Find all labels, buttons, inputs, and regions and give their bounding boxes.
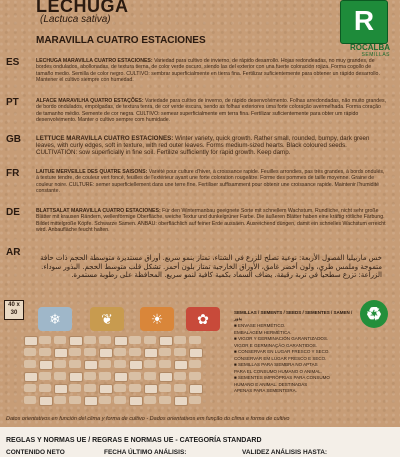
lang-text-gb: LETTUCE MARAVILLA CUATRO ESTACIONES: Winter variety, quick growth. Rather small, rounded, bumpy, dark green leaves, with curly edges, soft in texture, with red outer leaves. Forms medium-sized hearts. Black coloured seeds. CULTIVATION: sow superficially in fine soil. Fertilize sufficiently for rapid growth. Keep damp. — [36, 135, 370, 157]
seed-info-line: ■ CONSERVAR EN LUGAR FRESCO Y SECO. — [234, 349, 354, 355]
calendar-cell — [84, 384, 96, 392]
last-analysis-date: FECHA ÚLTIMO ANÁLISIS: — [104, 449, 187, 456]
calendar-cell — [159, 396, 171, 404]
calendar-cell — [24, 384, 36, 392]
lang-text-fr: LAITUE MERVEILLE DES QUATRE SAISONS: Variété pour culture d'hiver, à croissance rapide. Feuilles arrondies, pas très grandes, à bords ondulés, à texture tendre, de couleur vert foncé, feuilles de l'extérieur ayant une forte coloration rougeâtre. Forme des pommes de taille moyenne. Graine de couleur noire. CULTURE: semer superficiellement dans une terre fine. Fertiliser suffisamment pour obtenir une croissance rapide. Maintenir l'humidité constante. — [36, 169, 385, 194]
calendar-cell — [114, 360, 126, 368]
calendar-cell — [174, 360, 188, 370]
lang-code-pt: PT — [6, 97, 19, 108]
calendar-cell — [114, 348, 126, 356]
seed-info-line: ■ ENVASE HERMÉTICO. — [234, 323, 354, 329]
calendar-cell — [144, 396, 156, 404]
calendar-cell — [159, 372, 173, 382]
calendar-cell — [24, 396, 36, 404]
calendar-cell — [114, 372, 128, 382]
net-content: CONTENIDO NETO — [6, 449, 65, 456]
lang-code-ar: AR — [6, 247, 21, 258]
bottom-band — [0, 427, 400, 457]
lang-text-pt: ALFACE MARAVILHA QUATRO ESTAÇÕES: Variedade para cultivo de inverno, de rápido desenvolvimento. Folhas arredondadas, não muito grandes, de bordo ondulados, empolgadas, de textura tenra, de cor verde escura, sendo as folhas exteriores uma forte coloração avermelhada. Forma coração de tamanho médio. Semente de cor negra. CULTIVO: semear superficialmente em terra fina. Fertilizar suficientemente para obter um rápido desenvolvimento. Manter o cultivo sempre com humidade. — [36, 98, 387, 123]
calendar-cell — [129, 348, 141, 356]
calendar-cell — [174, 372, 186, 380]
calendar-cell — [114, 384, 126, 392]
seed-info-line: PARA EL CONSUMO HUMANO O ANIMAL. — [234, 368, 323, 374]
brand-logo-letter: R — [353, 5, 375, 36]
seed-info-line: EMBALAGEM HERMÉTICA. — [234, 329, 292, 335]
calendar-cell — [159, 336, 173, 346]
lang-code-gb: GB — [6, 134, 21, 145]
calendar-cell — [144, 384, 158, 394]
seed-info-line: APENAS PARA SEMENTEIRA. — [234, 388, 297, 393]
calendar-cell — [129, 384, 141, 392]
calendar-cell — [159, 348, 171, 356]
calendar-cell — [129, 336, 141, 344]
calendar-cell — [69, 348, 81, 356]
calendar-cell — [159, 384, 171, 392]
calendar-cell — [189, 372, 201, 380]
calendar-cell — [69, 360, 81, 368]
eu-rules: REGLAS Y NORMAS UE / REGRAS E NORMAS UE - CATEGORÍA STANDARD — [6, 437, 262, 444]
lang-code-es: ES — [6, 57, 20, 68]
snowflake-icon: ❄ — [38, 307, 72, 331]
seed-info-line: HUMANO E ANIMAL. DESTINADAS — [234, 381, 308, 387]
calendar-cell — [99, 384, 113, 394]
calendar-cell — [189, 360, 201, 368]
calendar-cell — [174, 396, 188, 406]
variety-name: MARAVILLA CUATRO ESTACIONES — [36, 35, 206, 46]
calendar-cell — [39, 336, 51, 344]
calendar-cell — [129, 396, 143, 406]
calendar-cell — [69, 396, 81, 404]
sun-icon: ☀ — [140, 307, 174, 331]
calendar-cell — [69, 372, 83, 382]
calendar-cell — [114, 396, 126, 404]
lang-text-es: LECHUGA MARAVILLA CUATRO ESTACIONES: Variedad para cultivo de invierno, de rápido desarrollo. Hojas redondeadas, no muy grandes, de bordes ondulados, abollonadas, de textura tierna, de color verde oscuro, siendo las del exterior con una fuerte coloración rojiza. Forma cogollo de tamaño medio. Semilla de color negro. CULTIVO: sembrar superficialmente en tierra fina. Fertilizar suficientemente para obtener un rápido desarrollo. Mantener el cultivo siempre con humedad. — [36, 58, 380, 83]
calendar-cell — [24, 360, 36, 368]
leaf-icon: ❦ — [90, 307, 124, 331]
calendar-cell — [39, 396, 53, 406]
calendar-cell — [84, 396, 98, 406]
calendar-cell — [54, 348, 68, 358]
calendar-cell — [189, 384, 203, 394]
calendar-cell — [189, 396, 201, 404]
calendar-cell — [54, 384, 68, 394]
seed-info-line: ■ SEMILLAS PARA SIEMBRA NO APTAS — [234, 362, 354, 368]
calendar-cell — [84, 348, 96, 356]
recycle-icon: ♻ — [360, 300, 388, 328]
calendar-cell — [39, 348, 51, 356]
calendar-cell — [129, 372, 141, 380]
calendar-cell — [54, 336, 66, 344]
calendar-cell — [189, 348, 203, 358]
header — [0, 0, 400, 62]
seed-info-line: VIGOR E GERMINAÇÃO GARANTIDOS. — [234, 342, 318, 348]
calendar-cell — [54, 372, 66, 380]
calendar-cell — [99, 360, 111, 368]
calendar-cell — [99, 336, 111, 344]
calendar-cell — [114, 336, 128, 346]
climate-note: Datos orientativos en función del clima y forma de cultivo - Dados orientativos em função do clima e forma de cultivo — [6, 416, 290, 422]
seed-info — [234, 310, 354, 395]
lang-code-de: DE — [6, 207, 20, 218]
calendar-cell — [84, 360, 98, 370]
seed-info-line: ■ VIGOR Y GERMINACIÓN GARANTIZADOS. — [234, 336, 354, 342]
seed-info-header: SEMILLAS / SEMENTS / SEEDS / SEMENTES / SAMEN / بذور — [234, 310, 353, 321]
calendar-cell — [84, 372, 96, 380]
seed-info-line: CONSERVAR EM LUGAR FRESCO E SECO. — [234, 355, 327, 361]
calendar-cell — [174, 384, 186, 392]
calendar-cell — [24, 348, 36, 356]
calendar-cell — [99, 348, 113, 358]
brand-logo — [340, 0, 388, 44]
lang-text-de: BLATTSALAT MARAVILLA CUATRO ESTACIONES: Für den Wintermanbau geeignete Sorte mit schnellem Wachstum. Rundliche, nicht sehr große Blätter mit krausen Rändern, wellenförmige Oberfläche, weiche Textur und dunkelgrüner Farbe. Die äußeren Blätter haben eine kräftig rötliche Färbung. Bildet mittelgroße Köpfe. Schwarze Samen. ANBAU: oberflächlich auf feiner Erde aussäen. Ausreichend düngen, damit ein schnelles Wachstum erreicht wird. Anbaufläche feucht halten. — [36, 208, 386, 233]
brand-subtitle: SEMILLAS — [361, 52, 390, 58]
calendar-cell — [99, 396, 111, 404]
calendar-cell — [189, 336, 201, 344]
calendar-cell — [24, 372, 38, 382]
calendar-cell — [54, 360, 66, 368]
calendar-cell — [144, 372, 156, 380]
calendar-cell — [144, 360, 156, 368]
lang-code-fr: FR — [6, 168, 20, 179]
seed-info-line: ■ SEMENTES IMPRÓPRIAS PARA CONSUMO — [234, 375, 354, 381]
calendar-cell — [24, 336, 38, 346]
flower-icon: ✿ — [186, 307, 220, 331]
calendar-cell — [84, 336, 96, 344]
calendar-cell — [39, 372, 51, 380]
calendar-cell — [159, 360, 171, 368]
calendar-grid — [24, 336, 206, 416]
calendar-cell — [69, 384, 81, 392]
calendar-cell — [174, 348, 186, 356]
arabic-description: خس ماربيليا الفصول الأربعة: نوعية تصلح للزرع في الشتاء، تمتاز بنمو سريع. أوراق مستديرة متوسطة الحجم ذات حافة متموجة وملمس طري، ولون أخضر غامق، الأوراق الخارجية تمتاز بلون أحمر. تشكل قلب متوسط الحجم. البذور سوداء. الزراعة: تزرع سطحياً في تربة رقيقة. يضاف السماد بكمية كافية لنمو سريع. المحافظة على رطوبة مستمرة. — [40, 254, 382, 279]
product-title: LECHUGA — [36, 0, 129, 16]
calendar-cell — [129, 360, 143, 370]
calendar-cell — [144, 336, 156, 344]
calendar-cell — [39, 360, 53, 370]
calendar-cell — [144, 348, 158, 358]
spacing-value: 40 x 30 — [8, 302, 20, 316]
calendar-cell — [99, 372, 111, 380]
calendar-cell — [54, 396, 66, 404]
calendar-cell — [174, 336, 186, 344]
calendar-cell — [69, 336, 83, 346]
analysis-validity: VALIDEZ ANÁLISIS HASTA: — [242, 449, 328, 456]
brand-name: ROCALBA — [350, 43, 390, 52]
spacing-badge — [4, 300, 24, 320]
calendar-cell — [39, 384, 51, 392]
latin-name: (Lactuca sativa) — [40, 14, 111, 25]
